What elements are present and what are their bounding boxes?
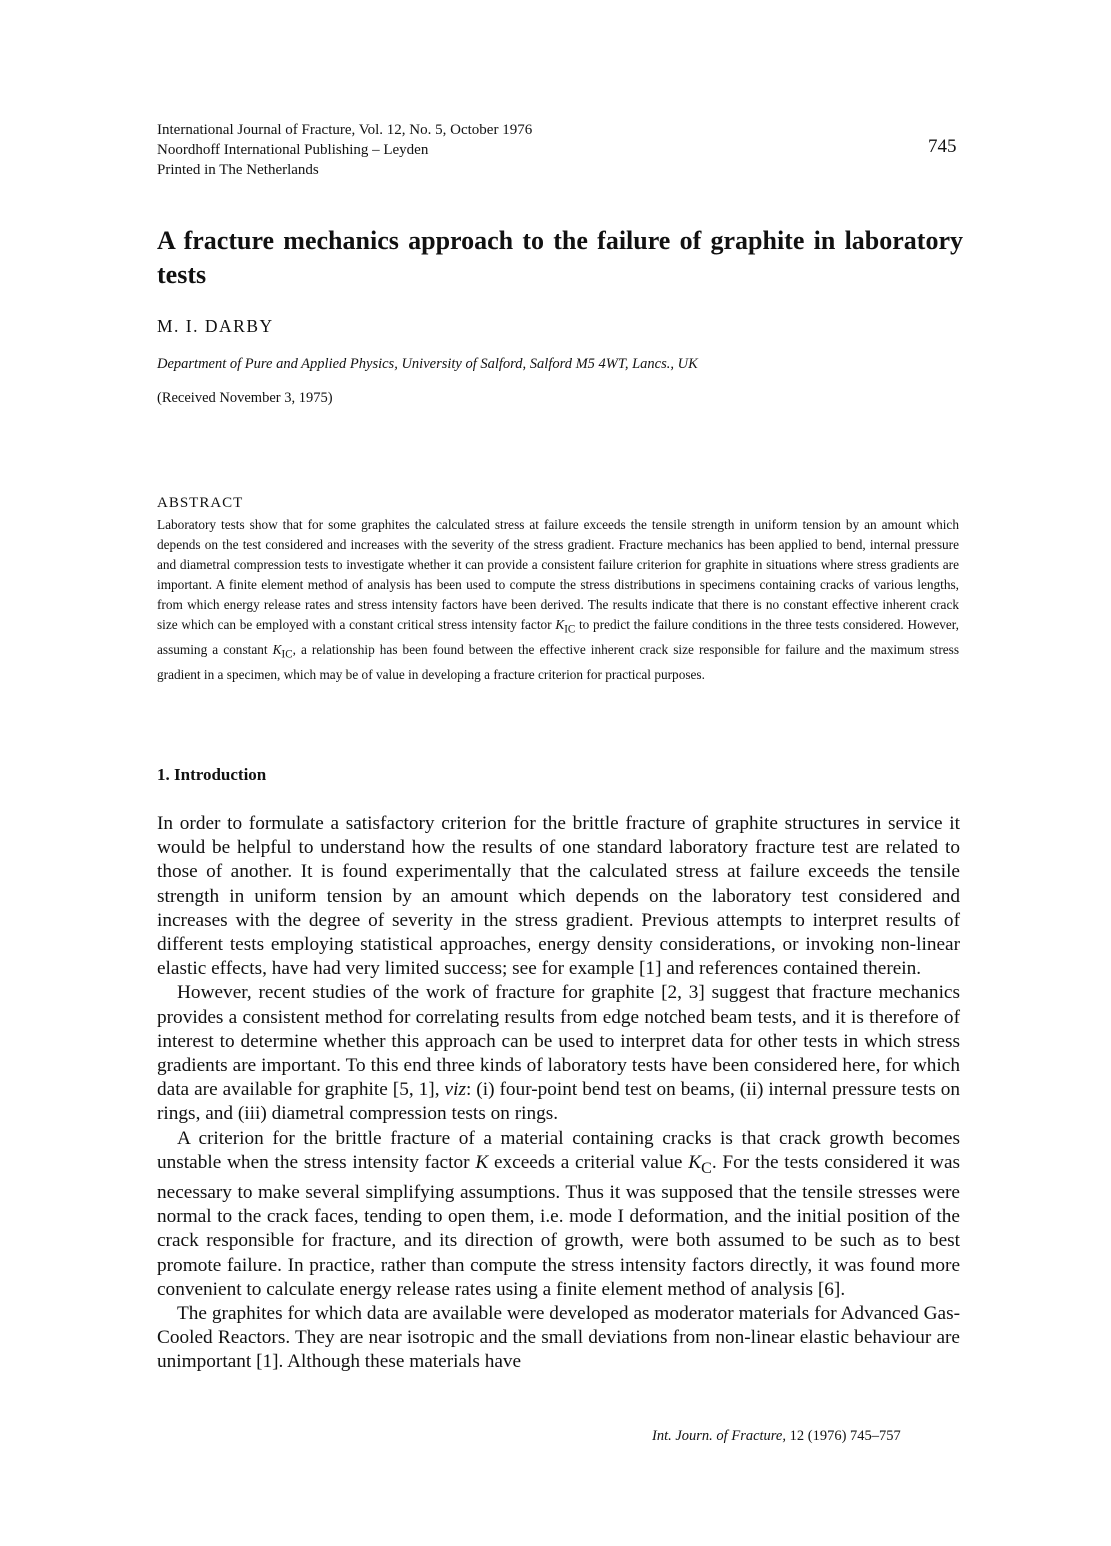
intro-paragraph-3 bbox=[157, 1127, 960, 1302]
symbol-k: K bbox=[475, 1151, 489, 1173]
abstract-text-part-2: to predict the failure conditions in the three tests considered. However, assuming a constant bbox=[157, 617, 959, 658]
printed-line: Printed in The Netherlands bbox=[157, 162, 319, 178]
symbol-k: K bbox=[272, 642, 282, 658]
paragraph-text: A criterion for the brittle fracture of a material containing cracks is that crack growth becomes unstable when the stress intensity factor bbox=[157, 1127, 960, 1173]
intro-paragraph-4: The graphites for which data are available were developed as moderator materials for Advanced Gas-Cooled Reactors. They are near isotropic and the small deviations from non-linear elastic behaviour are unimportant [1]. Although these materials have bbox=[157, 1302, 960, 1373]
paragraph-text: However, recent studies of the work of fracture for graphite [2, 3] suggest that fracture mechanics provides a consistent method for correlating results from edge notched beam tests, and it is therefore of interest to determine whether this approach can be used to interpret data for other tests in which stress gradients are important. To this end three kinds of laboratory tests have been considered here, for which data are available for graphite [5, 1], bbox=[157, 982, 960, 1101]
paragraph-text: : (i) four-point bend test on beams, (ii) internal pressure tests on rings, and (iii) diametral compression tests on rings. bbox=[157, 1079, 960, 1125]
section-heading-introduction: 1. Introduction bbox=[157, 765, 267, 784]
publication-info bbox=[157, 120, 532, 180]
subscript-ic: IC bbox=[564, 624, 576, 637]
publisher-line: Noordhoff International Publishing – Leyden bbox=[157, 142, 429, 158]
symbol-kc: K bbox=[688, 1151, 702, 1173]
abstract-heading: ABSTRACT bbox=[157, 495, 244, 511]
symbol-k: K bbox=[555, 617, 565, 633]
received-date: (Received November 3, 1975) bbox=[157, 390, 333, 406]
footer-journal: Int. Journ. of Fracture, bbox=[652, 1428, 786, 1444]
introduction-body bbox=[157, 812, 960, 1375]
footer-citation bbox=[652, 1428, 901, 1445]
abstract-text-part-3: , a relationship has been found between the effective inherent crack size responsible for failure and the maximum stress gradient in a specimen, which may be of value in developing a fracture criterion for practical purposes. bbox=[157, 642, 959, 682]
author-affiliation: Department of Pure and Applied Physics, University of Salford, Salford M5 4WT, Lancs., UK bbox=[157, 356, 698, 372]
footer-volume-pages: 12 (1976) 745–757 bbox=[789, 1428, 901, 1444]
subscript-c: C bbox=[701, 1159, 712, 1177]
viz-abbrev: viz bbox=[444, 1079, 466, 1101]
journal-line: International Journal of Fracture, Vol. 12, No. 5, October 1976 bbox=[157, 122, 533, 138]
article-title: A fracture mechanics approach to the failure of graphite in laboratory tests bbox=[157, 226, 963, 289]
paragraph-text: . For the tests considered it was necessary to make several simplifying assumptions. Thus it was supposed that the tensile stresses were normal to the crack faces, tending to open them, i.e. mode I deformation, and the initial position of the crack responsible for fracture, and its direction of growth, were both assumed to be such as to best promote failure. In practice, rather than compute the stress intensity factors directly, it was found more convenient to calculate energy release rates using a finite element method of analysis [6]. bbox=[157, 1151, 961, 1300]
author-name: M. I. DARBY bbox=[157, 316, 274, 336]
page-number: 745 bbox=[928, 136, 957, 157]
paragraph-text: exceeds a criterial value bbox=[493, 1151, 683, 1173]
intro-paragraph-2 bbox=[157, 981, 960, 1126]
subscript-ic: IC bbox=[281, 648, 293, 661]
abstract-text-part-1: Laboratory tests show that for some graphites the calculated stress at failure exceeds the tensile strength in uniform tension by an amount which depends on the test considered and increases with the severity of the stress gradient. Fracture mechanics has been applied to bend, internal pressure and diametral compression tests to investigate whether it can provide a consistent failure criterion for graphite in situations where stress gradients are important. A finite element method of analysis has been used to compute the stress distributions in specimens containing cracks of various lengths, from which energy release rates and stress intensity factors have been derived. The results indicate that there is no constant effective inherent crack size which can be employed with a constant critical stress intensity factor bbox=[157, 517, 959, 633]
abstract-body bbox=[157, 515, 959, 685]
intro-paragraph-1: In order to formulate a satisfactory criterion for the brittle fracture of graphite structures in service it would be helpful to understand how the results of one standard laboratory fracture test are related to those of another. It is found experimentally that the calculated stress at failure exceeds the tensile strength in uniform tension by an amount which depends on the laboratory test considered and increases with the degree of severity in the stress gradient. Previous attempts to interpret results of different tests employing statistical approaches, energy density considerations, or invoking non-linear elastic effects, have had very limited success; see for example [1] and references contained therein. bbox=[157, 813, 960, 980]
